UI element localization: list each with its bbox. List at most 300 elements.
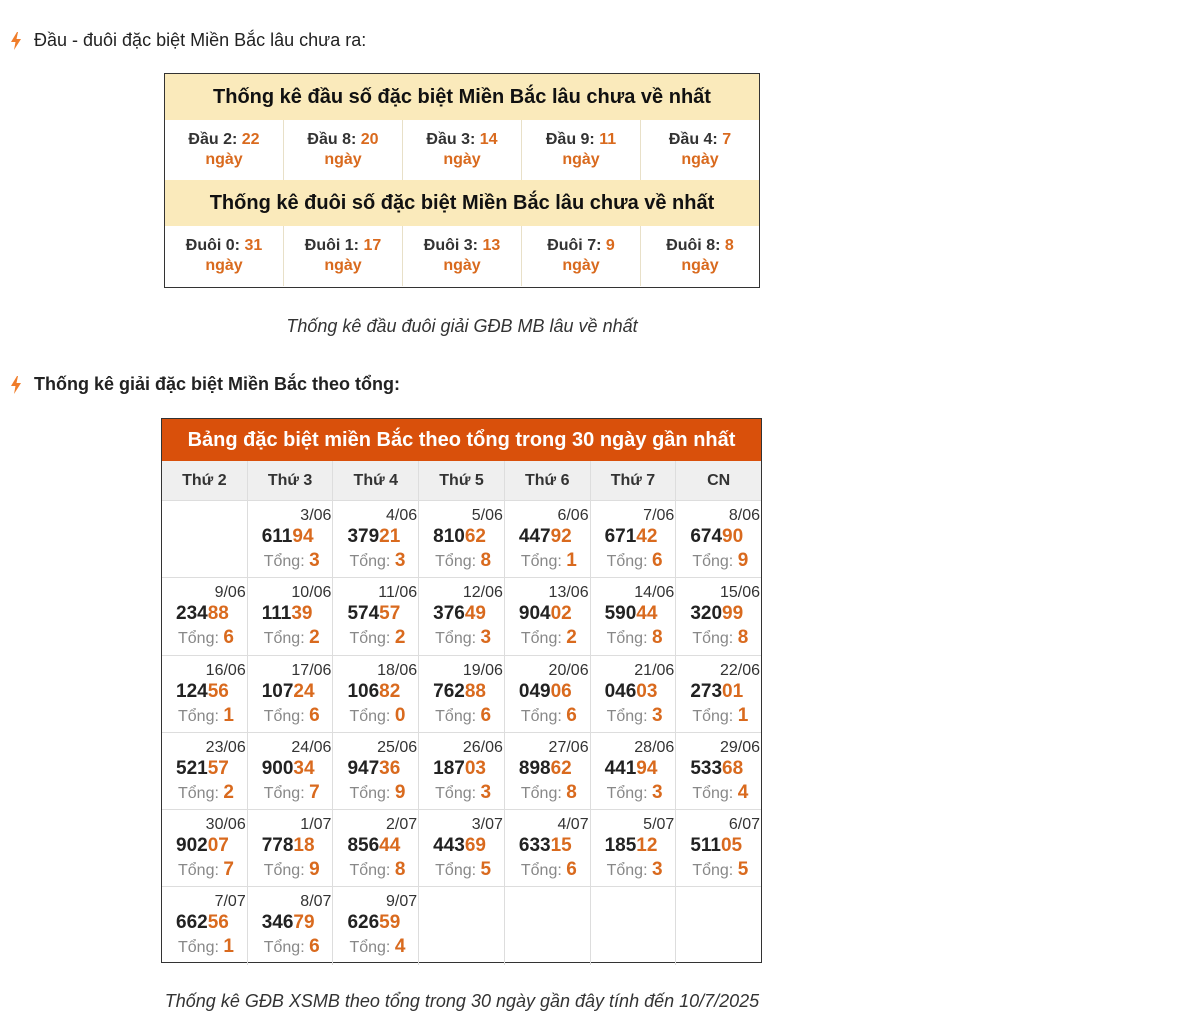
stat-unit: ngày	[205, 257, 243, 274]
number-suffix: 62	[550, 757, 572, 779]
sum-line	[692, 705, 748, 727]
sum-value: 5	[480, 859, 492, 881]
number-prefix: 046	[604, 680, 637, 702]
day-cell	[419, 733, 505, 809]
stat-line	[426, 130, 497, 150]
number-prefix: 049	[518, 680, 551, 702]
number-suffix: 99	[722, 603, 744, 625]
empty-cell	[591, 887, 677, 964]
stat-line	[547, 236, 615, 256]
day-cell	[676, 656, 761, 732]
day-cell	[419, 501, 505, 577]
number-suffix: 15	[550, 835, 572, 857]
empty-cell	[419, 887, 505, 964]
sum-line	[435, 627, 491, 649]
stat-line	[546, 130, 616, 150]
number-prefix: 778	[261, 835, 294, 857]
sum-line	[607, 627, 663, 649]
sum-value: 6	[223, 627, 234, 649]
weekday-header-row	[162, 461, 761, 501]
sum-label: Tổng:	[435, 784, 477, 802]
number-prefix: 590	[604, 603, 637, 625]
number-suffix: 18	[293, 835, 315, 857]
sum-value: 8	[480, 550, 492, 571]
number-suffix: 49	[464, 603, 486, 625]
sum-value: 6	[309, 704, 320, 726]
number-prefix: 521	[176, 757, 208, 779]
number-suffix: 36	[379, 757, 401, 779]
table-row	[162, 501, 761, 578]
number-suffix: 44	[636, 603, 658, 625]
weekday-header: Thứ 5	[419, 461, 505, 500]
day-cell	[676, 501, 761, 577]
sum-label: Tổng:	[349, 707, 391, 725]
sum-line	[178, 859, 234, 881]
special-prize-number	[262, 526, 314, 548]
number-prefix: 124	[176, 680, 208, 702]
sum-label: Tổng:	[178, 707, 219, 725]
sum-label: Tổng:	[435, 553, 477, 570]
cell-date: 11/06	[378, 584, 418, 602]
number-suffix: 06	[550, 680, 572, 702]
number-prefix: 810	[433, 526, 465, 547]
special-prize-number	[605, 758, 658, 780]
day-cell	[505, 501, 591, 577]
tong-table-title: Bảng đặc biệt miền Bắc theo tổng trong 30 ngày gần nhất	[162, 419, 761, 461]
stat-unit: ngày	[562, 257, 600, 274]
stat-label: Đuôi 3:	[423, 237, 478, 254]
cell-date: 8/06	[728, 507, 761, 524]
sum-line	[607, 859, 663, 881]
sum-line	[435, 782, 491, 804]
cell-date: 29/06	[719, 738, 761, 756]
sum-line	[692, 550, 748, 572]
cell-date: 2/07	[386, 816, 418, 834]
sum-value: 2	[309, 627, 320, 649]
weekday-header: Thứ 2	[162, 461, 248, 500]
sum-value: 7	[223, 859, 234, 881]
stat-unit: ngày	[205, 151, 243, 168]
cell-date: 6/06	[557, 507, 589, 524]
tail-stats-row	[165, 226, 759, 286]
dau-duoi-table	[164, 73, 760, 288]
sum-line	[607, 550, 663, 572]
stat-line	[669, 130, 731, 150]
special-prize-number	[347, 681, 400, 703]
number-prefix: 904	[518, 603, 551, 625]
cell-date: 3/06	[300, 507, 332, 524]
special-prize-number	[347, 603, 400, 625]
number-prefix: 902	[176, 835, 208, 857]
sum-value: 3	[394, 550, 406, 571]
special-prize-number	[176, 681, 229, 703]
stat-value: 8	[724, 237, 734, 254]
sum-label: Tổng:	[692, 862, 734, 880]
stat-value: 11	[599, 131, 617, 148]
cell-date: 1/07	[300, 816, 332, 834]
stat-value: 17	[363, 237, 382, 254]
day-cell	[419, 578, 505, 654]
special-prize-number	[176, 835, 229, 857]
number-suffix: 92	[550, 526, 572, 547]
sum-label: Tổng:	[692, 784, 734, 802]
number-prefix: 379	[347, 526, 380, 547]
sum-line	[692, 859, 748, 881]
cell-date: 22/06	[719, 661, 761, 679]
sum-line	[349, 936, 405, 958]
sum-value: 8	[651, 627, 663, 649]
stat-cell	[641, 120, 759, 180]
number-prefix: 320	[690, 603, 723, 625]
sum-value: 3	[651, 704, 663, 726]
sum-label: Tổng:	[606, 862, 648, 880]
cell-date: 18/06	[377, 661, 418, 679]
cell-date: 24/06	[291, 738, 332, 756]
special-prize-number	[347, 912, 400, 934]
sum-line	[178, 782, 234, 804]
cell-date: 5/07	[643, 816, 675, 834]
special-prize-number	[347, 526, 400, 548]
number-prefix: 674	[690, 526, 723, 547]
day-cell	[591, 501, 677, 577]
special-prize-number	[605, 526, 658, 548]
number-suffix: 03	[464, 757, 486, 779]
cell-date: 15/06	[719, 584, 761, 602]
day-cell	[162, 810, 248, 886]
sum-line	[264, 705, 320, 727]
number-prefix: 633	[518, 835, 551, 857]
number-suffix: 05	[720, 835, 743, 857]
day-cell	[248, 501, 334, 577]
day-cell	[162, 578, 248, 654]
number-suffix: 21	[379, 526, 401, 547]
sum-value: 4	[394, 936, 406, 958]
sum-value: 5	[737, 859, 749, 881]
special-prize-number	[262, 912, 315, 934]
sum-label: Tổng:	[606, 630, 648, 648]
day-cell	[248, 733, 334, 809]
number-suffix: 90	[722, 526, 744, 547]
stat-unit: ngày	[324, 257, 362, 274]
day-cell	[333, 656, 419, 732]
number-suffix: 02	[550, 603, 572, 625]
day-cell	[333, 733, 419, 809]
number-prefix: 662	[176, 912, 208, 934]
cell-date: 23/06	[205, 738, 246, 756]
number-suffix: 69	[464, 835, 486, 857]
cell-date: 27/06	[548, 738, 589, 756]
number-suffix: 24	[293, 680, 315, 702]
cell-date: 25/06	[377, 738, 418, 756]
cell-date: 10/06	[291, 584, 332, 602]
sum-value: 1	[737, 704, 749, 726]
stat-value: 20	[360, 131, 379, 148]
table-row	[162, 578, 761, 655]
sum-label: Tổng:	[520, 862, 562, 880]
special-prize-number	[262, 758, 315, 780]
cell-date: 9/06	[214, 584, 246, 602]
day-cell	[676, 733, 761, 809]
number-prefix: 447	[518, 526, 551, 547]
sum-label: Tổng:	[349, 784, 391, 802]
number-prefix: 443	[433, 835, 465, 857]
cell-date: 26/06	[462, 738, 503, 756]
cell-date: 4/06	[386, 507, 418, 524]
sum-value: 8	[566, 781, 577, 803]
cell-date: 30/06	[205, 816, 246, 834]
sum-label: Tổng:	[178, 862, 219, 880]
day-cell	[248, 810, 334, 886]
number-prefix: 856	[347, 835, 380, 857]
cell-date: 12/06	[462, 584, 503, 602]
number-prefix: 107	[261, 680, 294, 702]
sum-label: Tổng:	[520, 630, 562, 648]
day-cell	[162, 656, 248, 732]
special-prize-number	[519, 603, 572, 625]
day-cell	[676, 810, 761, 886]
sum-line	[607, 705, 663, 727]
stat-cell	[641, 226, 759, 286]
weekday-header: Thứ 3	[248, 461, 334, 500]
stat-line	[666, 236, 734, 256]
number-suffix: 56	[207, 912, 229, 934]
special-prize-number	[519, 758, 572, 780]
special-prize-number	[519, 681, 572, 703]
number-prefix: 671	[604, 526, 637, 547]
special-prize-number	[690, 758, 743, 780]
sum-line	[435, 705, 491, 727]
number-prefix: 111	[261, 603, 292, 625]
sum-value: 2	[394, 627, 406, 649]
number-prefix: 273	[690, 680, 723, 702]
day-cell	[591, 656, 677, 732]
special-prize-number	[347, 758, 400, 780]
sum-value: 0	[394, 704, 406, 726]
day-cell	[591, 733, 677, 809]
sum-line	[521, 705, 577, 727]
number-prefix: 106	[347, 680, 380, 702]
number-prefix: 187	[433, 757, 465, 779]
sum-value: 9	[737, 550, 749, 571]
special-prize-number	[433, 758, 486, 780]
tail-stats-title: Thống kê đuôi số đặc biệt Miền Bắc lâu chưa về nhất	[165, 180, 759, 226]
stat-label: Đầu 2:	[188, 131, 238, 148]
number-suffix: 03	[636, 680, 658, 702]
stat-cell	[522, 120, 641, 180]
sum-label: Tổng:	[178, 784, 219, 802]
section-heading-dau-duoi: Đầu - đuôi đặc biệt Miền Bắc lâu chưa ra:	[34, 30, 367, 50]
sum-label: Tổng:	[435, 707, 477, 725]
cell-date: 4/07	[557, 816, 589, 834]
number-prefix: 511	[690, 835, 721, 857]
cell-date: 7/07	[214, 893, 246, 911]
sum-label: Tổng:	[349, 862, 391, 880]
cell-date: 6/07	[728, 816, 761, 834]
day-cell	[419, 810, 505, 886]
stat-label: Đầu 9:	[545, 131, 595, 148]
stat-label: Đuôi 7:	[547, 237, 602, 254]
sum-line	[349, 782, 405, 804]
sum-value: 3	[480, 627, 492, 649]
cell-date: 8/07	[300, 893, 332, 911]
day-cell	[333, 887, 419, 964]
day-cell	[419, 656, 505, 732]
cell-date: 9/07	[386, 893, 418, 911]
sum-label: Tổng:	[178, 630, 219, 648]
day-cell	[505, 578, 591, 654]
sum-line	[349, 550, 405, 572]
special-prize-number	[176, 603, 229, 625]
cell-date: 5/06	[471, 507, 503, 524]
day-cell	[162, 733, 248, 809]
head-stats-row	[165, 120, 759, 180]
number-suffix: 57	[379, 603, 401, 625]
stat-line	[186, 236, 262, 256]
day-cell	[505, 733, 591, 809]
number-suffix: 44	[379, 835, 401, 857]
empty-cell	[676, 887, 761, 964]
sum-line	[349, 627, 405, 649]
number-suffix: 59	[379, 912, 401, 934]
number-prefix: 626	[347, 912, 380, 934]
number-prefix: 185	[604, 835, 637, 857]
table-row	[162, 656, 761, 733]
sum-value: 6	[566, 704, 577, 726]
special-prize-number	[433, 835, 486, 857]
sum-label: Tổng:	[520, 784, 562, 802]
number-suffix: 34	[293, 757, 315, 779]
number-suffix: 57	[207, 757, 229, 779]
special-prize-number	[690, 681, 743, 703]
sum-line	[692, 782, 748, 804]
sum-value: 1	[566, 550, 577, 571]
sum-line	[349, 859, 405, 881]
day-cell	[333, 578, 419, 654]
number-prefix: 947	[347, 757, 380, 779]
special-prize-number	[690, 835, 742, 857]
cell-date: 19/06	[462, 661, 503, 679]
special-prize-number	[690, 603, 743, 625]
sum-label: Tổng:	[692, 630, 734, 648]
sum-value: 8	[737, 627, 749, 649]
sum-line	[521, 627, 577, 649]
stat-cell	[165, 226, 284, 286]
stat-cell	[403, 120, 522, 180]
stat-value: 31	[244, 237, 263, 254]
sum-line	[521, 550, 577, 572]
number-prefix: 762	[433, 680, 465, 702]
sum-label: Tổng:	[435, 862, 477, 880]
special-prize-number	[690, 526, 743, 548]
sum-value: 1	[223, 704, 234, 726]
table-row	[162, 810, 761, 887]
sum-value: 3	[480, 781, 492, 803]
sum-label: Tổng:	[606, 553, 648, 570]
stat-line	[307, 130, 378, 150]
special-prize-number	[347, 835, 400, 857]
sum-label: Tổng:	[606, 707, 648, 725]
sum-value: 7	[309, 781, 320, 803]
special-prize-number	[262, 835, 315, 857]
day-cell	[591, 578, 677, 654]
cell-date: 20/06	[548, 661, 589, 679]
day-cell	[591, 810, 677, 886]
sum-value: 1	[223, 936, 234, 958]
sum-line	[435, 550, 491, 572]
number-suffix: 82	[379, 680, 401, 702]
sum-value: 6	[566, 859, 577, 881]
special-prize-number	[605, 681, 658, 703]
stat-cell	[284, 120, 403, 180]
empty-cell	[505, 887, 591, 964]
number-suffix: 56	[207, 680, 229, 702]
table-caption: Thống kê GĐB XSMB theo tổng trong 30 ngày gần đây tính đến 10/7/2025	[164, 991, 760, 1011]
stat-value: 22	[241, 131, 260, 148]
sum-value: 6	[480, 704, 492, 726]
stat-unit: ngày	[324, 151, 362, 168]
sum-label: Tổng:	[263, 862, 305, 880]
sum-line	[264, 859, 320, 881]
sum-line	[607, 782, 663, 804]
sum-line	[178, 627, 234, 649]
sum-line	[435, 859, 491, 881]
number-suffix: 01	[722, 680, 744, 702]
cell-date: 13/06	[548, 584, 589, 602]
special-prize-number	[176, 758, 229, 780]
stat-label: Đuôi 0:	[185, 237, 240, 254]
stat-label: Đầu 3:	[426, 131, 476, 148]
day-cell	[162, 887, 248, 964]
sum-value: 3	[651, 859, 663, 881]
cell-date: 7/06	[643, 507, 675, 524]
section-heading-tong: Thống kê giải đặc biệt Miền Bắc theo tổng:	[34, 374, 401, 394]
sum-value: 3	[651, 781, 663, 803]
sum-label: Tổng:	[178, 939, 219, 957]
stat-value: 14	[479, 131, 498, 148]
day-cell	[676, 578, 761, 654]
sum-value: 2	[566, 627, 577, 649]
lightning-icon	[10, 376, 22, 394]
table-row	[162, 887, 761, 964]
stat-cell	[522, 226, 641, 286]
sum-line	[349, 705, 405, 727]
stat-label: Đuôi 8:	[666, 237, 721, 254]
sum-value: 2	[223, 781, 234, 803]
number-suffix: 12	[636, 835, 658, 857]
sum-value: 3	[309, 550, 320, 571]
sum-value: 9	[309, 859, 320, 881]
number-suffix: 94	[636, 757, 658, 779]
sum-label: Tổng:	[606, 784, 648, 802]
day-cell	[248, 656, 334, 732]
special-prize-number	[433, 681, 486, 703]
number-suffix: 07	[207, 835, 229, 857]
number-suffix: 68	[722, 757, 744, 779]
weekday-header: Thứ 4	[333, 461, 419, 500]
tong-table-body	[162, 501, 761, 965]
special-prize-number	[605, 835, 658, 857]
sum-label: Tổng:	[263, 939, 305, 957]
stat-unit: ngày	[443, 257, 481, 274]
special-prize-number	[262, 603, 313, 625]
weekday-header: Thứ 6	[505, 461, 591, 500]
sum-label: Tổng:	[263, 784, 305, 802]
sum-line	[264, 627, 320, 649]
day-cell	[333, 810, 419, 886]
special-prize-number	[433, 603, 486, 625]
sum-label: Tổng:	[349, 939, 391, 957]
day-cell	[333, 501, 419, 577]
